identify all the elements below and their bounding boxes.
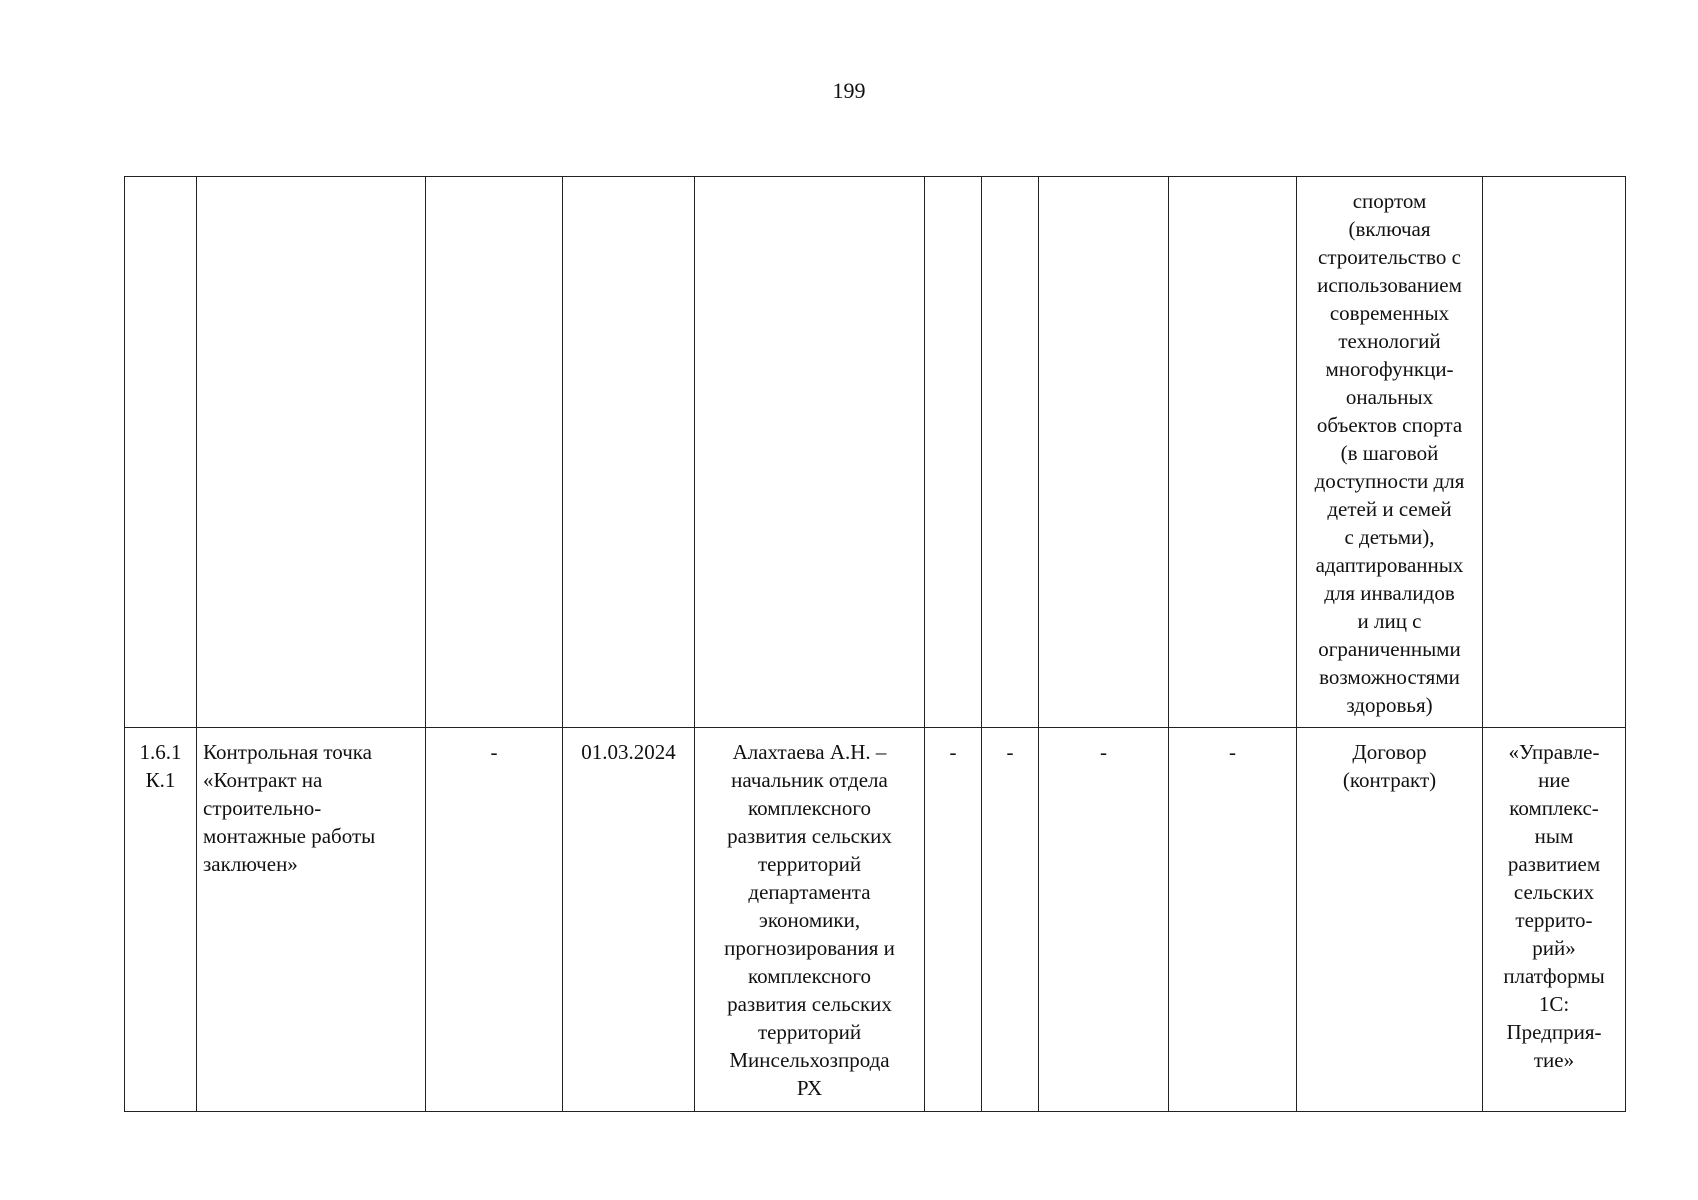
page-number: 199 (832, 78, 866, 103)
table-row (125, 177, 1626, 728)
cell-text (426, 177, 562, 187)
cell-text: - (1229, 740, 1236, 764)
cell-text: 1.6.1 К.1 (139, 740, 182, 792)
table-cell (125, 728, 197, 1112)
table-cell (197, 177, 426, 728)
data-table (124, 176, 1626, 1112)
table-cell (982, 728, 1039, 1112)
cell-text (925, 177, 981, 187)
table-cell (1483, 728, 1626, 1112)
table-cell (982, 177, 1039, 728)
table-cell (1483, 177, 1626, 728)
table-cell (695, 177, 925, 728)
cell-text (125, 177, 196, 187)
table-cell (1039, 728, 1169, 1112)
cell-text: Алахтаева А.Н. – начальник отдела комплексного развития сельских территорий департамента экономики, прогнозирования и комплексного развития сельских территорий Минсельхозпрода РХ (724, 740, 895, 1100)
table-cell (563, 177, 695, 728)
table-cell (1297, 177, 1483, 728)
table-cell (426, 177, 563, 728)
table-cell (925, 177, 982, 728)
table-cell (426, 728, 563, 1112)
table-cell (563, 728, 695, 1112)
cell-text (1039, 177, 1168, 187)
cell-text: 01.03.2024 (581, 740, 676, 764)
cell-text: Договор (контракт) (1342, 740, 1437, 792)
cell-text (695, 177, 924, 187)
table-cell (925, 728, 982, 1112)
table-cell (695, 728, 925, 1112)
table-cell (1169, 177, 1297, 728)
cell-text: - (1100, 740, 1107, 764)
cell-text: - (1006, 740, 1014, 764)
table-cell (1169, 728, 1297, 1112)
table-cell (125, 177, 197, 728)
cell-text (563, 177, 694, 187)
cell-text (1169, 177, 1296, 187)
cell-text: - (949, 740, 957, 764)
table-cell (197, 728, 426, 1112)
table-cell (1297, 728, 1483, 1112)
cell-text (197, 177, 425, 187)
cell-text: - (490, 740, 498, 764)
cell-text: Контрольная точка «Контракт на строительно- монтажные работы заключен» (203, 740, 376, 876)
cell-text (1483, 177, 1625, 187)
cell-text (982, 177, 1038, 187)
cell-text: спортом (включая строительство с использованием современных технологий многофункци- ональных объектов спорта (в шаговой доступности для детей и семей с детьми), адаптированных для инвалидов и лиц с ограниченными возможностями здоровья) (1314, 189, 1465, 717)
table-row (125, 728, 1626, 1112)
table-cell (1039, 177, 1169, 728)
cell-text: «Управле- ние комплекс- ным развитием сельских террито- рий» платформы 1С: Предприя- тие» (1503, 740, 1605, 1072)
